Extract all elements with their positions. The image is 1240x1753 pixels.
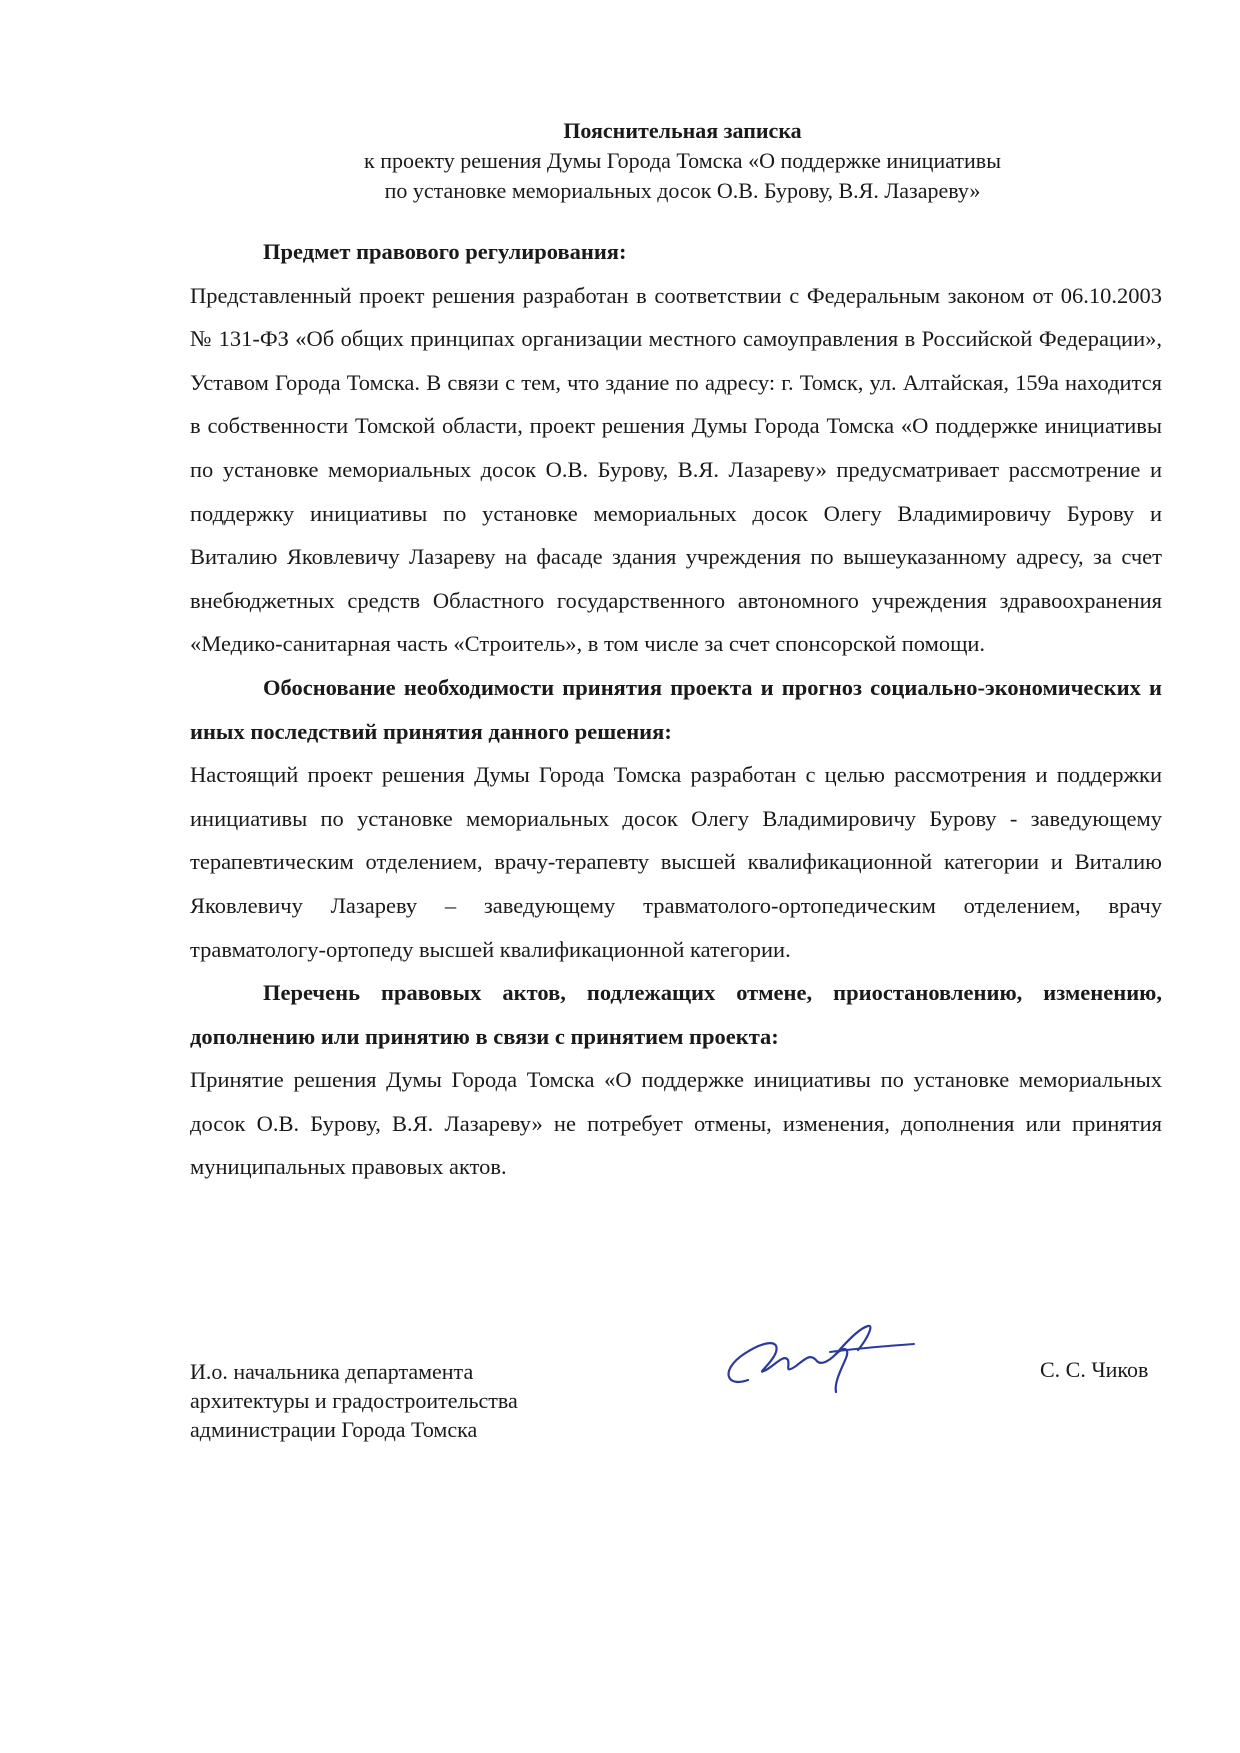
document-title: Пояснительная записка — [563, 118, 802, 143]
section-text-acts: Принятие решения Думы Города Томска «О поддержке инициативы по установке мемориальных досок О.В. Бурову, В.Я. Лазареву» не потребует отмены, изменения, дополнения или принятия муниципальных правовых актов. — [190, 1067, 1162, 1180]
signatory-position-line-1: И.о. начальника департамента — [190, 1359, 474, 1384]
signatory-position — [190, 1357, 518, 1444]
section-heading-subject: Предмет правового регулирования: — [263, 239, 627, 264]
section-text-subject: Представленный проект решения разработан в соответствии с Федеральным законом от 06.10.2003 № 131-ФЗ «Об общих принципах организации местного самоуправления в Российской Федерации», Уставом Города Томска. В связи с тем, что здание по адресу: г. Томск, ул. Алтайская, 159а находится в собственности Томской области, проект решения Думы Города Томска «О поддержке инициативы по установке мемориальных досок О.В. Бурову, В.Я. Лазареву» предусматривает рассмотрение и поддержку инициативы по установке мемориальных досок Олегу Владимировичу Бурову и Виталию Яковлевичу Лазареву на фасаде здания учреждения по вышеуказанному адресу, за счет внебюджетных средств Областного государственного автономного учреждения здравоохранения «Медико-санитарная часть «Строитель», в том числе за счет спонсорской помощи. — [190, 282, 1162, 657]
section-heading-justification: Обоснование необходимости принятия проекта и прогноз социально-экономических и иных последствий принятия данного решения: — [190, 674, 1162, 744]
signature-stroke — [729, 1343, 848, 1392]
section-heading-acts: Перечень правовых актов, подлежащих отмене, приостановлению, изменению, дополнению или принятию в связи с принятием проекта: — [190, 980, 1162, 1049]
document-subtitle-line-1: к проекту решения Думы Города Томска «О поддержке инициативы — [364, 148, 1001, 173]
signatory-name: С. С. Чиков — [1040, 1357, 1149, 1382]
signatory-position-line-2: архитектуры и градостроительства — [190, 1388, 518, 1413]
document-header — [190, 116, 1175, 206]
signatory-position-line-3: администрации Города Томска — [190, 1417, 478, 1442]
document-body — [190, 230, 1162, 1189]
handwritten-signature — [718, 1318, 918, 1398]
section-text-justification: Настоящий проект решения Думы Города Томска разработан с целью рассмотрения и поддержки инициативы по установке мемориальных досок Олегу Владимировичу Бурову - заведующему терапевтическим отделением, врачу-терапевту высшей квалификационной категории и Виталию Яковлевичу Лазареву – заведующему травматолого-ортопедическим отделением, врачу травматологу-ортопеду высшей квалификационной категории. — [190, 762, 1162, 962]
document-subtitle-line-2: по установке мемориальных досок О.В. Бурову, В.Я. Лазареву» — [384, 178, 981, 203]
